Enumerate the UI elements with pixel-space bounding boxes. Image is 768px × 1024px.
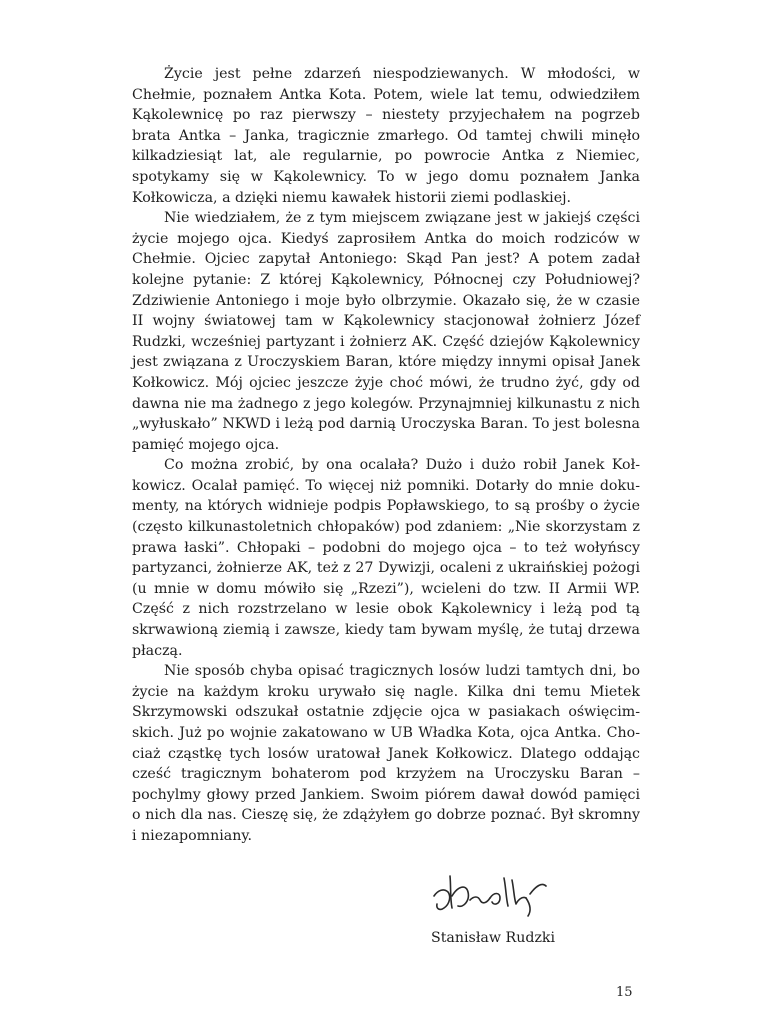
signer-name: Stanisław Rudzki bbox=[431, 930, 556, 946]
paragraph-3: Co można zrobić, by ona ocalała? Dużo i dużo robił Janek Kołkowicz. Ocalał pamięć. To więcej niż pomniki. Dotarły do mnie dokumenty, na których widnieje podpis Popławskiego, to są prośby o życie (często kilkunastoletnich chłopaków) pod zdaniem: „Nie skorzystam z prawa łaski”. Chłopaki – podobni do mojego ojca – to też wołyńscy partyzanci, żołnierze AK, też z 27 Dywizji, ocaleni z ukraińskiej pożogi (u mnie w domu mówiło się „Rzezi”), wcieleni do tzw. II Armii WP. Część z nich rozstrzelano w lesie obok Kąkolewnicy i leżą pod tą skrwawioną ziemią i zawsze, kiedy tam bywam myślę, że tutaj drzewa płaczą. bbox=[132, 457, 640, 659]
page-number: 15 bbox=[616, 985, 633, 1000]
paragraph-2: Nie wiedziałem, że z tym miejscem związane jest w jakiejś części życie mojego ojca. Kiedyś zaprosiłem Antka do moich rodziców w Chełmie. Ojciec zapytał Antoniego: Skąd Pan jest? A potem zadał kolejne pytanie: Z której Kąkolewnicy, Północnej czy Południowej? Zdziwienie Antoniego i moje było olbrzymie. Okazało się, że w czasie II wojny światowej tam w Kąkolewnicy stacjonował żołnierz Józef Rudzki, wcześniej partyzant i żołnierz AK. Część dziejów Kąkolewnicy jest związana z Uroczyskiem Baran, które między innymi opisał Janek Kołkowicz. Mój ojciec jeszcze żyje choć mówi, że trudno żyć, gdy od dawna nie ma żadnego z jego kolegów. Przynajmniej kilkunastu z nich „wyłuskało” NKWD i leżą pod darnią Uroczyska Baran. To jest bolesna pamięć mojego ojca. bbox=[132, 210, 640, 453]
body-text bbox=[132, 64, 640, 847]
paragraph-4: Nie sposób chyba opisać tragicznych losów ludzi tamtych dni, bo życie na każdym kroku urywało się nagle. Kilka dni temu Mietek Skrzymowski odszukał ostatnie zdjęcie ojca w pasiakach oświęcimskich. Już po wojnie zakatowano w UB Władka Kota, ojca Antka. Chociaż cząstkę tych losów uratował Janek Kołkowicz. Dlatego oddając cześć tragicznym bohaterom pod krzyżem na Uroczysku Baran – pochylmy głowy przed Jankiem. Swoim piórem dawał dowód pamięci o nich dla nas. Cieszę się, że zdążyłem go dobrze poznać. Był skromny i niezapomniany. bbox=[132, 663, 640, 844]
handwritten-signature bbox=[428, 866, 578, 918]
paragraph-1: Życie jest pełne zdarzeń niespodziewanych. W młodości, w Chełmie, poznałem Antka Kota. Potem, wiele lat temu, odwiedziłem Kąkolewnicę po raz pierwszy – niestety przyjechałem na pogrzeb brata Antka – Janka, tragicznie zmarłego. Od tamtej chwili minęło kilkadziesiąt lat, ale regularnie, po powrocie Antka z Niemiec, spotykamy się w Kąkolewnicy. To w jego domu poznałem Janka Kołkowicza, a dzięki niemu kawałek historii ziemi podlaskiej. bbox=[132, 66, 640, 206]
